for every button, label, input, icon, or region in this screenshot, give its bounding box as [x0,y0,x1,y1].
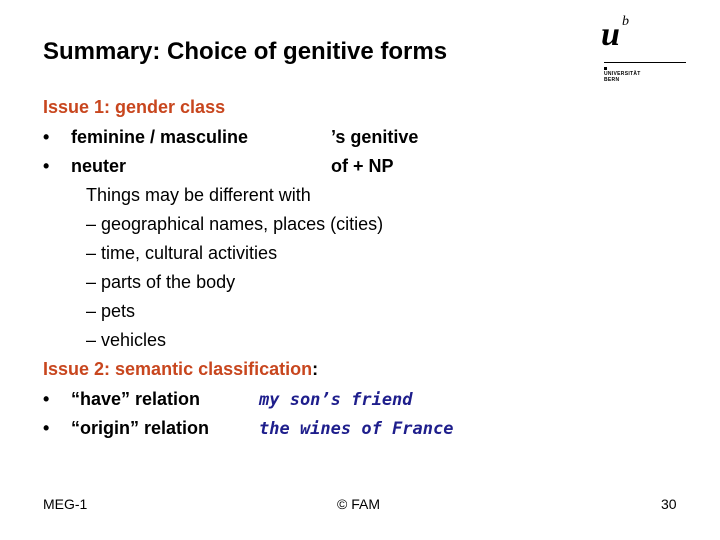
issue-2-bullet-marker: • [43,389,50,409]
sub-item: – parts of the body [86,272,236,292]
university-logo-mark: u [601,16,620,53]
issue-2-bullet-label: “origin” relation [71,418,210,438]
university-logo-superscript: b [622,14,629,29]
issue-2-example: my son’s friend [259,390,413,410]
issue-2-heading-row [43,359,318,380]
sub-item: – time, cultural activities [86,243,278,263]
issue-1-bullet-label: neuter [71,156,127,176]
logo-divider [604,62,686,63]
issue-2-bullet-label: “have” relation [71,389,201,409]
issue-1-bullet-value: of + NP [331,156,394,176]
logo-line-2: BERN [604,77,620,83]
issue-1-note: Things may be different with [86,185,311,205]
university-logo-text [604,71,641,83]
page-number: 30 [661,496,677,512]
sub-item: – geographical names, places (cities) [86,214,384,234]
logo-line-1: UNIVERSITÄT [604,71,641,77]
issue-1-bullet-label: feminine / masculine [71,127,249,147]
issue-2-heading: Issue 2: semantic classification [43,359,313,379]
issue-1-bullet-value: ’s genitive [331,127,419,147]
logo-square-icon [604,67,607,70]
issue-1-bullet-marker: • [43,127,50,147]
issue-2-bullet-marker: • [43,418,50,438]
footer-left: MEG-1 [43,496,88,512]
slide-title: Summary: Choice of genitive forms [43,38,448,65]
sub-item: – vehicles [86,330,167,350]
issue-2-example: the wines of France [259,419,454,439]
issue-1-heading: Issue 1: gender class [43,97,226,117]
footer-center: © FAM [337,496,380,512]
issue-2-heading-colon: : [312,359,319,379]
issue-1-bullet-marker: • [43,156,50,176]
sub-item: – pets [86,301,136,321]
